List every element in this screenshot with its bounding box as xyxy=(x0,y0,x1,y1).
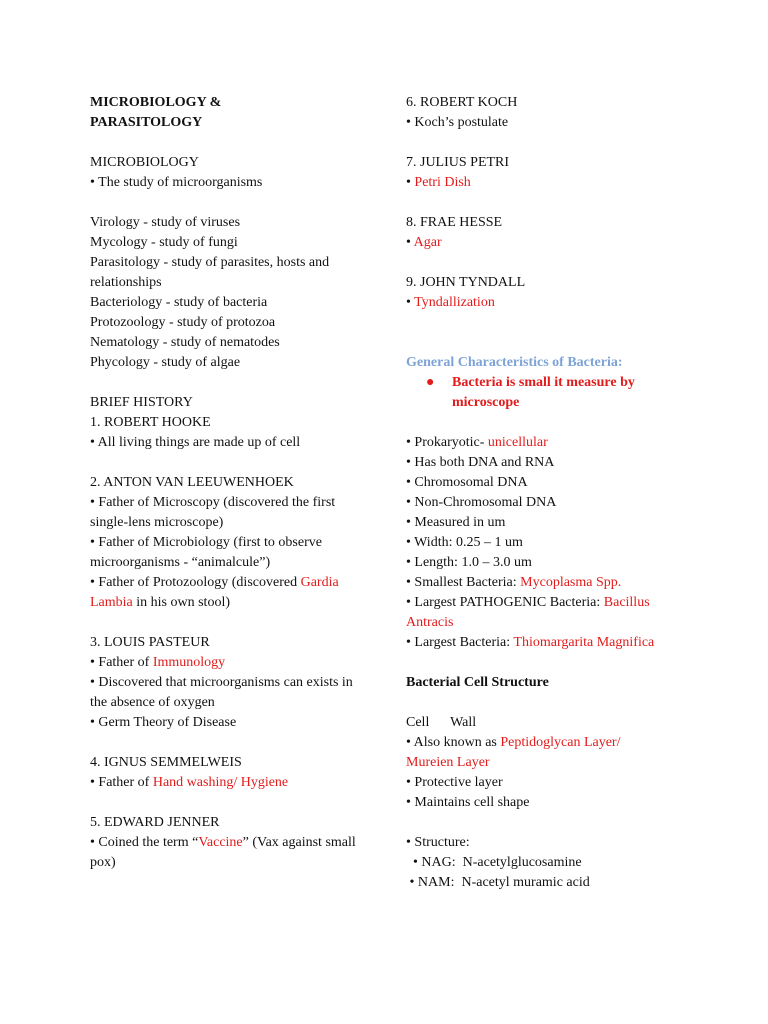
bullet-dot-icon: ● xyxy=(426,375,435,390)
left-column xyxy=(90,93,370,873)
non-chromosomal-dna-item: • Non-Chromosomal DNA xyxy=(406,495,557,510)
branch-item: Nematology - study of nematodes xyxy=(90,335,280,350)
koch-item: • Koch’s postulate xyxy=(406,115,509,130)
petri-item xyxy=(406,173,666,193)
bullet: • xyxy=(406,175,415,190)
agar-term: Agar xyxy=(413,235,442,250)
tyndall-item xyxy=(406,293,666,313)
bullet: • xyxy=(406,235,414,250)
largest-bacteria-item xyxy=(406,633,666,653)
aka-text: • Also known as xyxy=(406,735,501,750)
chromosomal-dna-item: • Chromosomal DNA xyxy=(406,475,528,490)
bacteria-size-note: Bacteria is small it measure by microscope xyxy=(452,375,635,410)
doc-title-line1: MICROBIOLOGY & xyxy=(90,95,222,110)
hooke-item: • All living things are made up of cell xyxy=(90,435,301,450)
peptidoglycan-term: Peptidoglycan Layer/ Mureien Layer xyxy=(406,735,621,770)
length-item: • Length: 1.0 – 3.0 um xyxy=(406,555,532,570)
bullet: • xyxy=(406,295,415,310)
smallest-bacteria-item xyxy=(406,573,666,593)
gardia-lambia-term: Gardia Lambia xyxy=(90,575,339,610)
petri-name: 7. JULIUS PETRI xyxy=(406,155,510,170)
leeuwenhoek-item3-tail: in his own stool) xyxy=(132,595,230,610)
largest-pathogenic-text: • Largest PATHOGENIC Bacteria: xyxy=(406,595,604,610)
list-item xyxy=(406,373,666,413)
semmelweis-item xyxy=(90,773,370,793)
immunology-term: Immunology xyxy=(152,655,226,670)
doc-title-line2: PARASITOLOGY xyxy=(90,115,203,130)
mycoplasma-term: Mycoplasma Spp. xyxy=(520,575,622,590)
cell-structure-heading: Bacterial Cell Structure xyxy=(406,675,549,690)
brief-history-heading: BRIEF HISTORY xyxy=(90,395,193,410)
pasteur-item: • Discovered that microorganisms can exists in the absence of oxygen xyxy=(90,675,353,710)
largest-text: • Largest Bacteria: xyxy=(406,635,514,650)
branch-item: Parasitology - study of parasites, hosts and relationships xyxy=(90,255,330,290)
thiomargarita-term: Thiomargarita Magnifica xyxy=(513,635,655,650)
branch-item: Bacteriology - study of bacteria xyxy=(90,295,268,310)
jenner-item-tail: ” (Vax against small pox) xyxy=(90,835,356,870)
pasteur-item: • Germ Theory of Disease xyxy=(90,715,237,730)
hand-washing-term: Hand washing/ Hygiene xyxy=(152,775,289,790)
pasteur-name: 3. LOUIS PASTEUR xyxy=(90,635,210,650)
branch-item: Phycology - study of algae xyxy=(90,355,241,370)
jenner-item xyxy=(90,833,370,873)
hooke-name: 1. ROBERT HOOKE xyxy=(90,415,211,430)
microbiology-definition: • The study of microorganisms xyxy=(90,175,263,190)
general-characteristics-heading: General Characteristics of Bacteria: xyxy=(406,355,623,370)
branch-item: Protozoology - study of protozoa xyxy=(90,315,276,330)
nag-item: • NAG: N-acetylglucosamine xyxy=(406,855,582,870)
protective-item: • Protective layer xyxy=(406,775,503,790)
bacillus-antracis-term: Bacillus Antracis xyxy=(406,595,650,630)
branch-item: Virology - study of viruses xyxy=(90,215,241,230)
branches-list xyxy=(90,213,370,373)
pasteur-item1-text: • Father of xyxy=(90,655,153,670)
smallest-text: • Smallest Bacteria: xyxy=(406,575,521,590)
aka-item xyxy=(406,733,666,773)
prokaryotic-item xyxy=(406,433,666,453)
nam-item: • NAM: N-acetyl muramic acid xyxy=(406,875,590,890)
structure-item: • Structure: xyxy=(406,835,470,850)
leeuwenhoek-item3-text: • Father of Protozoology (discovered xyxy=(90,575,301,590)
semmelweis-name: 4. IGNUS SEMMELWEIS xyxy=(90,755,242,770)
pasteur-item xyxy=(90,653,370,673)
width-item: • Width: 0.25 – 1 um xyxy=(406,535,523,550)
petri-dish-term: Petri Dish xyxy=(414,175,471,190)
unicellular-term: unicellular xyxy=(487,435,548,450)
tyndallization-term: Tyndallization xyxy=(414,295,495,310)
prokaryotic-text: • Prokaryotic- xyxy=(406,435,488,450)
right-column xyxy=(406,93,666,893)
leeuwenhoek-item xyxy=(90,573,370,613)
measured-item: • Measured in um xyxy=(406,515,506,530)
hesse-name: 8. FRAE HESSE xyxy=(406,215,503,230)
leeuwenhoek-item: • Father of Microbiology (first to observe microorganisms - “animalcule”) xyxy=(90,535,322,570)
jenner-name: 5. EDWARD JENNER xyxy=(90,815,220,830)
largest-pathogenic-item xyxy=(406,593,666,633)
hesse-item xyxy=(406,233,666,253)
dna-rna-item: • Has both DNA and RNA xyxy=(406,455,555,470)
semmelweis-item-text: • Father of xyxy=(90,775,153,790)
leeuwenhoek-name: 2. ANTON VAN LEEUWENHOEK xyxy=(90,475,294,490)
jenner-item-text: • Coined the term “ xyxy=(90,835,199,850)
general-characteristics-list xyxy=(406,373,666,413)
vaccine-term: Vaccine xyxy=(198,835,243,850)
koch-name: 6. ROBERT KOCH xyxy=(406,95,518,110)
cell-wall-heading: Cell Wall xyxy=(406,715,477,730)
maintains-item: • Maintains cell shape xyxy=(406,795,530,810)
branch-item: Mycology - study of fungi xyxy=(90,235,238,250)
tyndall-name: 9. JOHN TYNDALL xyxy=(406,275,526,290)
microbiology-heading: MICROBIOLOGY xyxy=(90,155,199,170)
leeuwenhoek-item: • Father of Microscopy (discovered the first single-lens microscope) xyxy=(90,495,336,530)
